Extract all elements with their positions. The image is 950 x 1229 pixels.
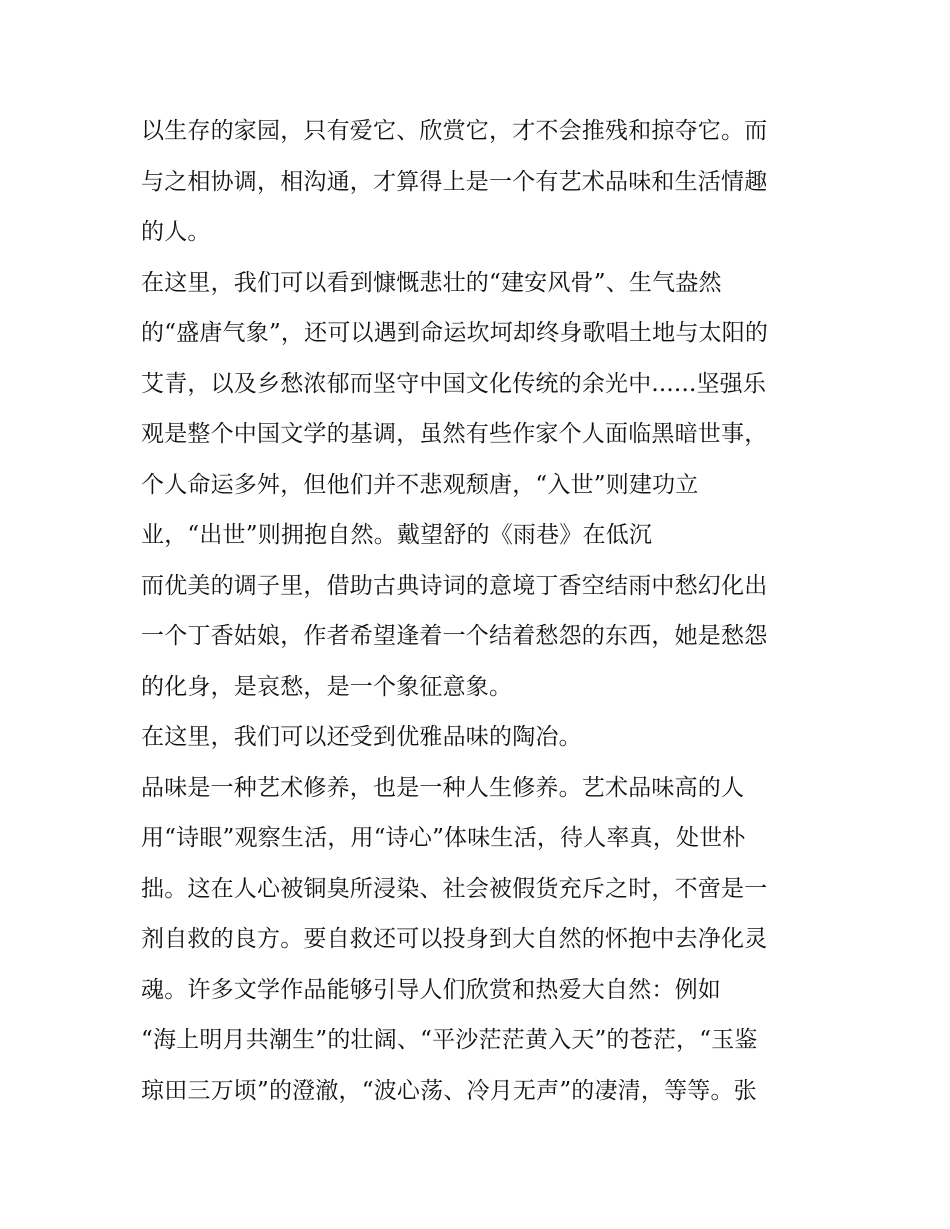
text-line: 品味是一种艺术修养，也是一种人生修养。艺术品味高的人 — [141, 774, 745, 801]
text-line: 魂。许多文学作品能够引导人们欣赏和热爱大自然：例如 — [141, 976, 721, 1003]
text-line: 拙。这在人心被铜臭所浸染、社会被假货充斥之时，不啻是一 — [141, 875, 768, 902]
text-line: 与之相协调，相沟通，才算得上是一个有艺术品味和生活情趣 — [141, 168, 768, 195]
text-line: 琼田三万顷”的澄澈，“波心荡、冷月无声”的凄清，等等。张 — [141, 1077, 757, 1104]
text-line: 的人。 — [141, 219, 211, 245]
text-line: 观是整个中国文学的基调，虽然有些作家个人面临黑暗世事， — [141, 421, 768, 447]
text-line: 以生存的家园，只有爱它、欣赏它，才不会推残和掠夺它。而 — [141, 118, 768, 144]
text-line: 剂自救的良方。要自救还可以投身到大自然的怀抱中去净化灵 — [141, 926, 768, 952]
text-line: 一个丁香姑娘，作者希望逢着一个结着愁怨的东西，她是愁怨 — [141, 623, 768, 649]
text-line: 艾青，以及乡愁浓郁而坚守中国文化传统的余光中......坚强乐 — [141, 370, 767, 397]
text-line: 的化身，是哀愁，是一个象征意象。 — [141, 673, 513, 700]
text-line: 业，“出世”则拥抱自然。戴望舒的《雨巷》在低沉 — [141, 522, 653, 548]
text-line: 个人命运多舛，但他们并不悲观颓唐，“入世”则建功立 — [141, 471, 699, 498]
text-line: 在这里，我们可以还受到优雅品味的陶冶。 — [141, 724, 582, 750]
text-line: 在这里，我们可以看到慷慨悲壮的“建安风骨”、生气盎然 — [141, 269, 722, 296]
text-line: “海上明月共潮生”的壮阔、“平沙茫茫黄入天”的苍茫，“玉鉴 — [141, 1027, 758, 1053]
text-line: 用“诗眼”观察生活，用“诗心”体味生活，待人率真，处世朴 — [141, 825, 746, 851]
text-line: 的“盛唐气象”，还可以遇到命运坎坷却终身歌唱土地与太阳的 — [141, 320, 769, 346]
body-text — [141, 106, 831, 1116]
text-line: 而优美的调子里，借助古典诗词的意境丁香空结雨中愁幻化出 — [141, 572, 768, 599]
